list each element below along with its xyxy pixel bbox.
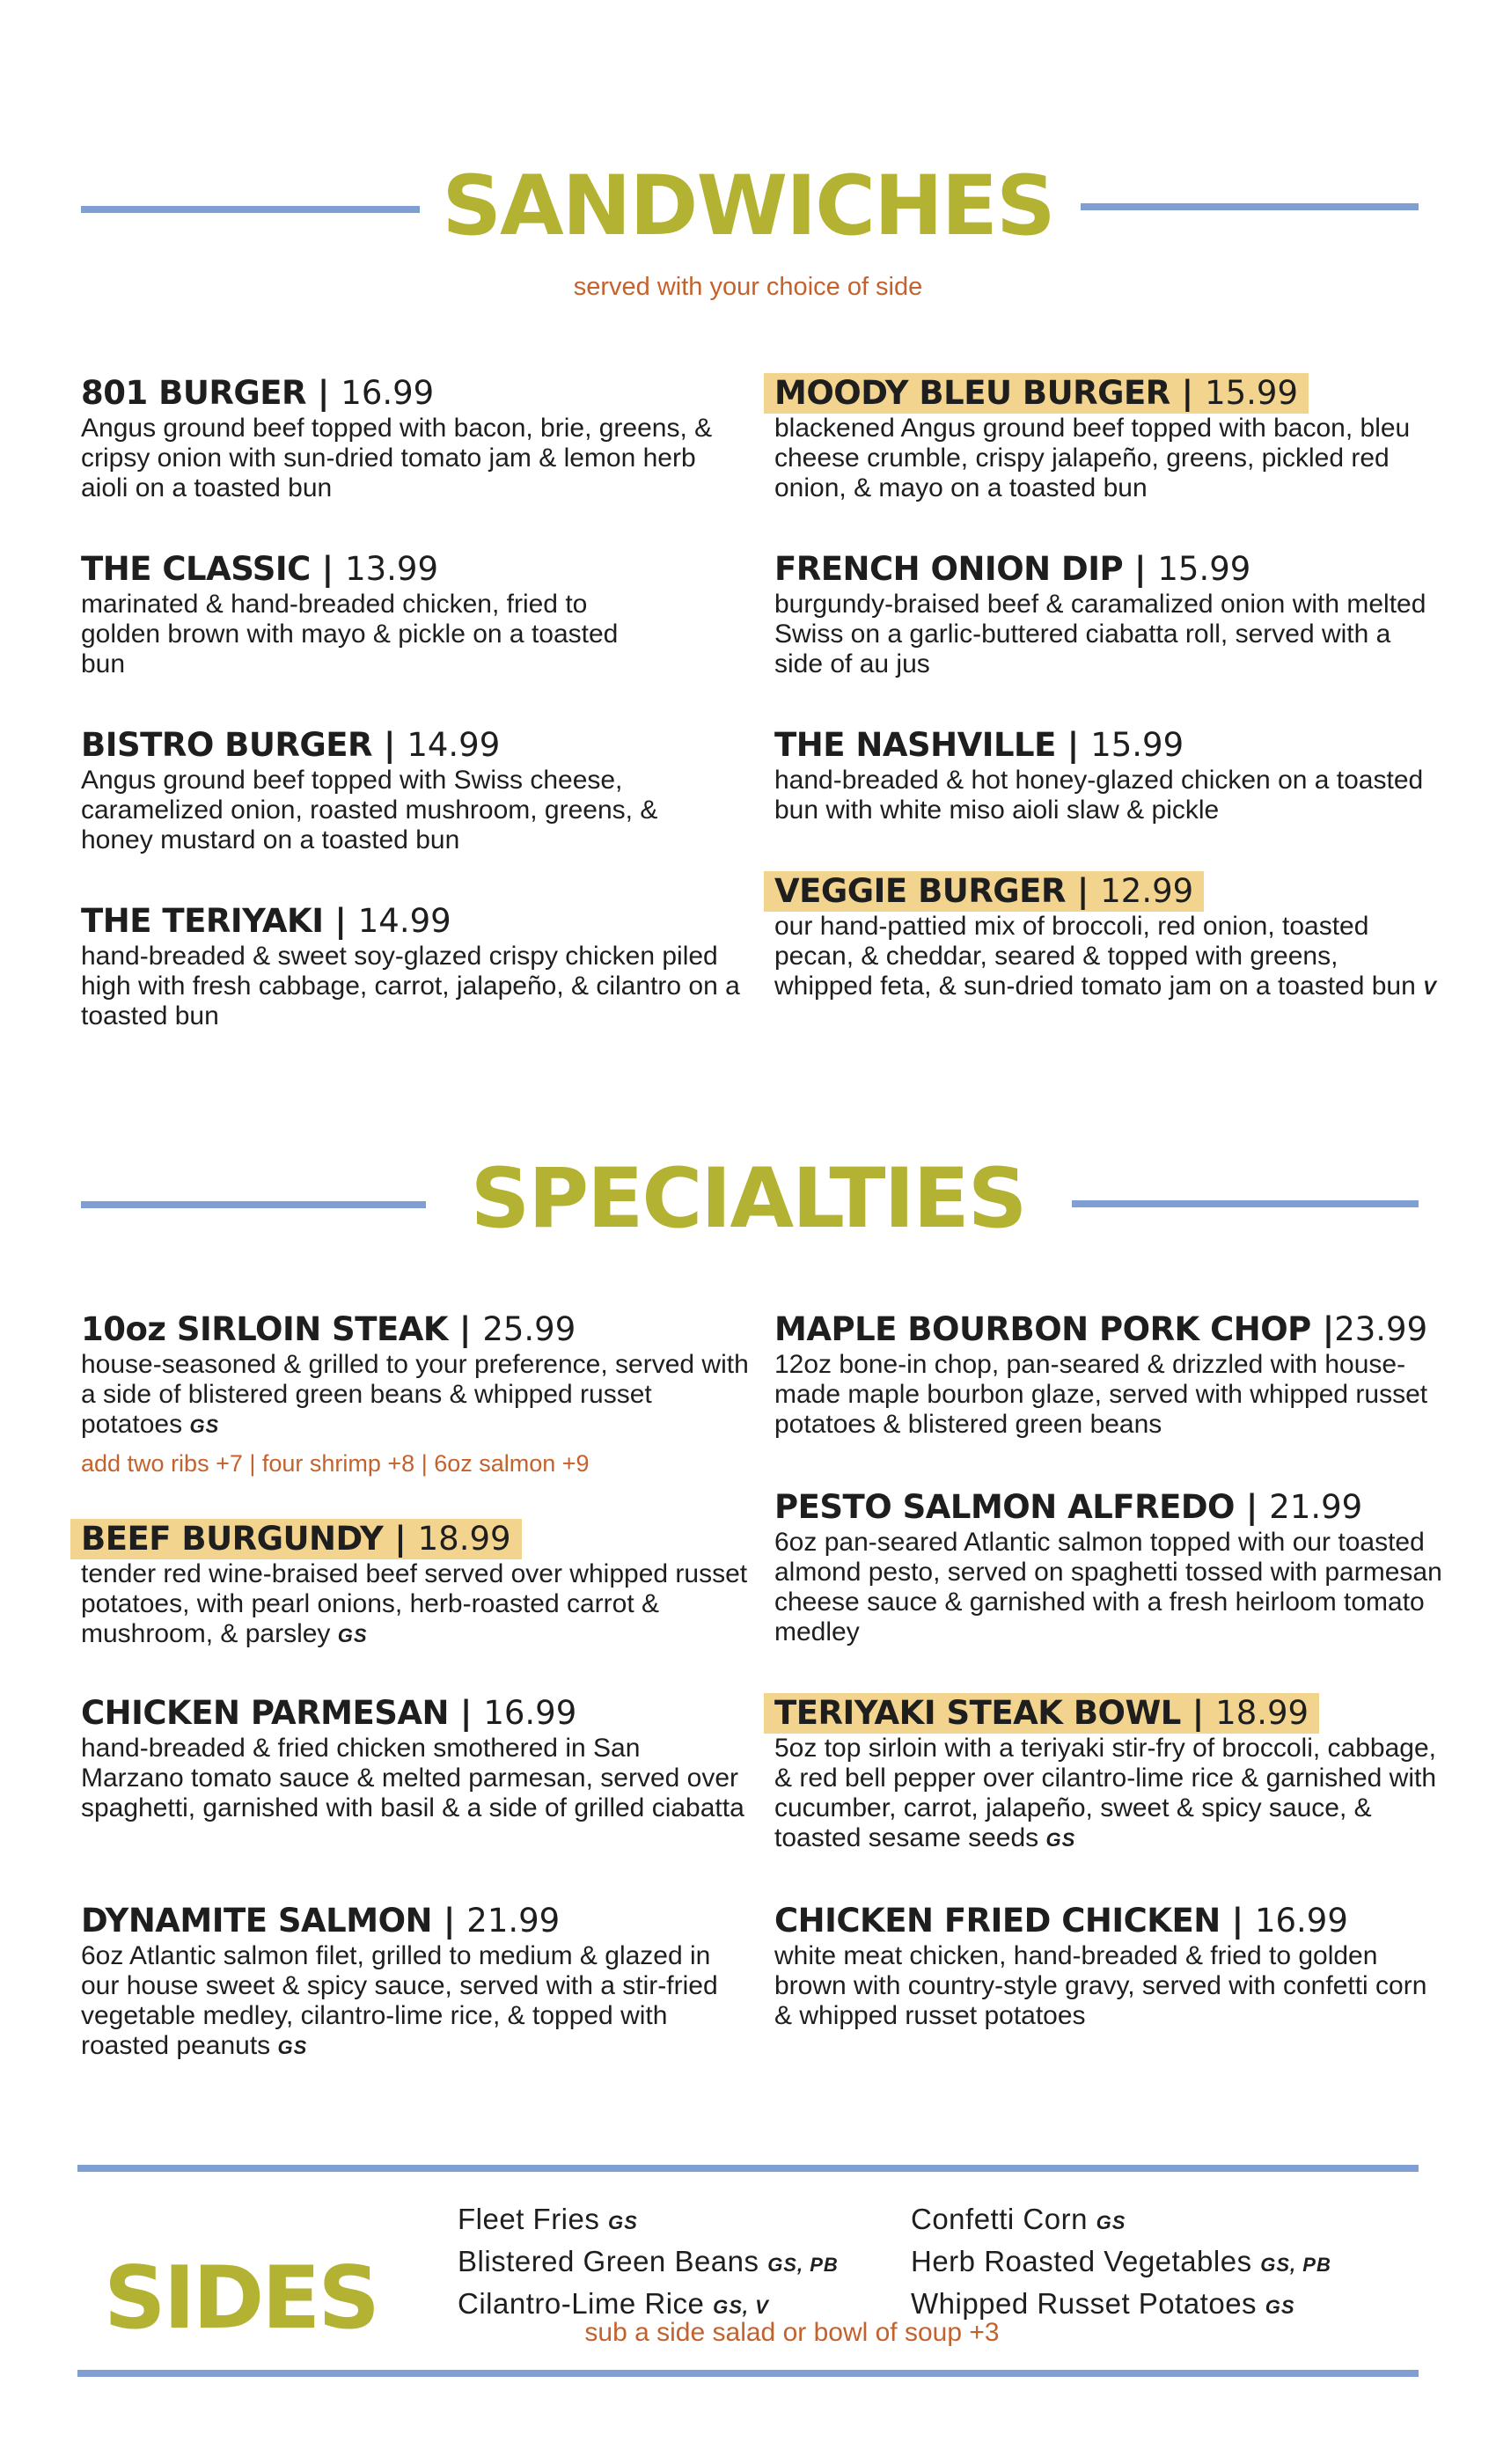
item-price: 21.99 (466, 1902, 561, 1940)
dietary-tag: GS (277, 2036, 308, 2058)
item-header: DYNAMITE SALMON | 21.99 (81, 1902, 561, 1940)
menu-item (81, 1901, 750, 2063)
menu-item (81, 1693, 750, 1823)
dietary-tag: GS, V (713, 2296, 769, 2318)
side-item: Herb Roasted Vegetables GS, PB (911, 2245, 1331, 2277)
item-description: marinated & hand-breaded chicken, fried to golden brown with mayo & pickle on a toasted bun (81, 590, 619, 678)
dietary-tag: GS (608, 2211, 638, 2233)
add-on-options: add two ribs +7 | four shrimp +8 | 6oz salmon +9 (81, 1450, 590, 1477)
item-description: Angus ground beef topped with Swiss cheese, caramelized onion, roasted mushroom, greens, & honey mustard on a toasted bun (81, 766, 658, 854)
item-header: BISTRO BURGER | 14.99 (81, 726, 501, 764)
item-price: 21.99 (1269, 1488, 1363, 1526)
item-name: TERIYAKI STEAK BOWL (774, 1694, 1181, 1732)
item-description: 6oz Atlantic salmon filet, grilled to medium & glazed in our house sweet & spicy sauce, served with a stir-fried vegetable medley, cilantro-lime rice, & topped with roasted peanuts GS (81, 1941, 718, 2060)
item-name: VEGGIE BURGER (774, 872, 1066, 910)
dietary-tag: GS (1096, 2211, 1126, 2233)
dietary-tag: GS (189, 1415, 220, 1437)
item-price: 12.99 (1100, 872, 1194, 910)
side-item: Confetti Corn GS (911, 2203, 1126, 2235)
item-header: 10oz SIRLOIN STEAK | 25.99 (81, 1310, 576, 1348)
item-name: CHICKEN PARMESAN (81, 1694, 450, 1732)
item-header: FRENCH ONION DIP | 15.99 (774, 550, 1251, 588)
dietary-tag: GS, PB (1260, 2254, 1331, 2276)
item-description: our hand-pattied mix of broccoli, red onion, toasted pecan, & cheddar, seared & topped with greens, whipped feta, & sun-dried tomato jam on a toasted bun V (774, 912, 1437, 1001)
menu-item (774, 1309, 1443, 1440)
item-description: 12oz bone-in chop, pan-seared & drizzled with house-made maple bourbon glaze, served with whipped russet potatoes & blistered green beans (774, 1350, 1428, 1439)
item-name: THE CLASSIC (81, 550, 311, 588)
divider-line (77, 2165, 1419, 2172)
sides-substitution-note: sub a side salad or bowl of soup +3 (584, 2318, 1000, 2347)
item-header: THE TERIYAKI | 14.99 (81, 902, 451, 940)
menu-item (774, 373, 1443, 503)
sides-column-left (458, 2200, 839, 2327)
dietary-tag: GS (1265, 2296, 1295, 2318)
item-header-highlighted: VEGGIE BURGER | 12.99 (764, 871, 1204, 912)
item-name: 801 BURGER (81, 374, 306, 412)
menu-item (81, 725, 750, 855)
item-name: BEEF BURGUNDY (81, 1520, 384, 1558)
item-description: hand-breaded & fried chicken smothered in San Marzano tomato sauce & melted parmesan, served over spaghetti, garnished with basil & a side of grilled ciabatta (81, 1734, 744, 1822)
item-description: hand-breaded & hot honey-glazed chicken on a toasted bun with white miso aioli slaw & pickle (774, 766, 1424, 825)
dietary-tag: GS, PB (767, 2254, 839, 2276)
menu-item (774, 725, 1443, 825)
item-header: 801 BURGER | 16.99 (81, 374, 435, 412)
item-price: 15.99 (1090, 726, 1184, 764)
item-price: 15.99 (1157, 550, 1251, 588)
item-name: THE TERIYAKI (81, 902, 324, 940)
menu-item (774, 1693, 1443, 1855)
item-header: THE NASHVILLE | 15.99 (774, 726, 1184, 764)
item-header-highlighted: BEEF BURGUNDY | 18.99 (70, 1519, 522, 1559)
item-price: 14.99 (407, 726, 501, 764)
item-name: PESTO SALMON ALFREDO (774, 1488, 1236, 1526)
dietary-tag: V (1423, 977, 1437, 999)
menu-item (81, 373, 750, 503)
dietary-tag: GS (1045, 1829, 1076, 1851)
item-description: blackened Angus ground beef topped with bacon, bleu cheese crumble, crispy jalapeño, greens, pickled red onion, & mayo on a toasted bun (774, 414, 1411, 502)
item-name: MAPLE BOURBON PORK CHOP (774, 1310, 1311, 1348)
section-title-sides: SIDES (104, 2248, 378, 2349)
item-price: 15.99 (1205, 374, 1298, 412)
item-header: CHICKEN FRIED CHICKEN | 16.99 (774, 1902, 1348, 1940)
item-price: 18.99 (1215, 1694, 1309, 1732)
item-name: FRENCH ONION DIP (774, 550, 1124, 588)
item-price: 14.99 (357, 902, 451, 940)
item-description: house-seasoned & grilled to your preference, served with a side of blistered green beans & whipped russet potatoes GS (81, 1350, 749, 1439)
menu-item (81, 549, 750, 679)
dietary-tag: GS (337, 1624, 368, 1646)
item-name: MOODY BLEU BURGER (774, 374, 1170, 412)
item-name: CHICKEN FRIED CHICKEN (774, 1902, 1221, 1940)
item-price: 25.99 (482, 1310, 576, 1348)
menu-item (81, 901, 750, 1031)
item-name: BISTRO BURGER (81, 726, 373, 764)
divider-line (77, 2370, 1419, 2377)
menu-item (774, 871, 1443, 1003)
item-header: MAPLE BOURBON PORK CHOP |23.99 (774, 1310, 1428, 1348)
item-price: 18.99 (417, 1520, 511, 1558)
item-price: 16.99 (1254, 1902, 1348, 1940)
item-price: 13.99 (345, 550, 438, 588)
item-header: THE CLASSIC | 13.99 (81, 550, 438, 588)
item-header: CHICKEN PARMESAN | 16.99 (81, 1694, 577, 1732)
side-item: Whipped Russet Potatoes GS (911, 2287, 1295, 2320)
item-description: Angus ground beef topped with bacon, brie, greens, & cripsy onion with sun-dried tomato jam & lemon herb aioli on a toasted bun (81, 414, 713, 502)
menu-item (81, 1519, 750, 1651)
side-item: Fleet Fries GS (458, 2203, 638, 2235)
item-name: THE NASHVILLE (774, 726, 1056, 764)
section-subtitle: served with your choice of side (573, 273, 923, 301)
item-header-highlighted: MOODY BLEU BURGER | 15.99 (764, 373, 1309, 414)
menu-item (774, 1901, 1443, 2031)
item-description: hand-breaded & sweet soy-glazed crispy chicken piled high with fresh cabbage, carrot, jalapeño, & cilantro on a toasted bun (81, 942, 740, 1030)
item-price: 23.99 (1334, 1310, 1428, 1348)
section-title-sandwiches: SANDWICHES (442, 158, 1054, 254)
item-header: PESTO SALMON ALFREDO | 21.99 (774, 1488, 1363, 1526)
item-name: 10oz SIRLOIN STEAK (81, 1310, 449, 1348)
item-description: white meat chicken, hand-breaded & fried to golden brown with country-style gravy, served with confetti corn & whipped russet potatoes (774, 1941, 1427, 2030)
item-description: burgundy-braised beef & caramalized onion with melted Swiss on a garlic-buttered ciabatta roll, served with a side of au jus (774, 590, 1426, 678)
item-price: 16.99 (341, 374, 435, 412)
side-item: Cilantro-Lime Rice GS, V (458, 2287, 769, 2320)
item-header-highlighted: TERIYAKI STEAK BOWL | 18.99 (764, 1693, 1319, 1734)
section-title-specialties: SPECIALTIES (470, 1151, 1026, 1247)
item-price: 16.99 (483, 1694, 577, 1732)
item-name: DYNAMITE SALMON (81, 1902, 432, 1940)
menu-item (774, 1487, 1443, 1647)
sides-column-right (911, 2200, 1331, 2327)
menu-item (774, 549, 1443, 679)
item-description: 5oz top sirloin with a teriyaki stir-fry of broccoli, cabbage, & red bell pepper over cilantro-lime rice & garnished with cucumber, carrot, jalapeño, sweet & spicy sauce, & toasted sesame seeds GS (774, 1734, 1437, 1852)
item-description: tender red wine-braised beef served over whipped russet potatoes, with pearl onions, herb-roasted carrot & mushroom, & parsley GS (81, 1559, 748, 1648)
side-item: Blistered Green Beans GS, PB (458, 2245, 839, 2277)
item-description: 6oz pan-seared Atlantic salmon topped with our toasted almond pesto, served on spaghetti tossed with parmesan cheese sauce & garnished with a fresh heirloom tomato medley (774, 1528, 1442, 1646)
menu-item (81, 1309, 750, 1478)
